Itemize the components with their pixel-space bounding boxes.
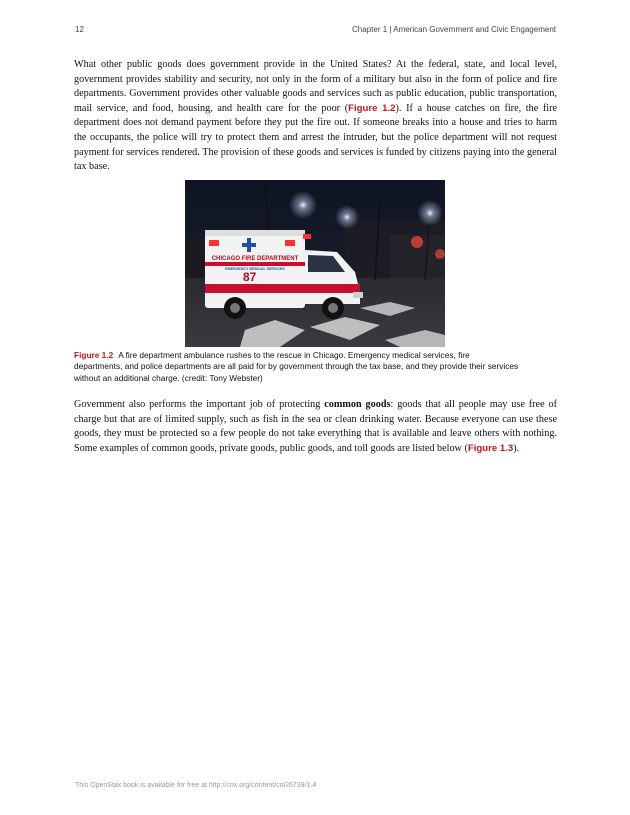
page-number: 12 xyxy=(75,25,84,34)
ambulance-photo xyxy=(185,180,445,347)
figure-caption xyxy=(74,350,519,384)
body-paragraph-2 xyxy=(74,398,557,456)
figure-label: Figure 1.2 xyxy=(74,350,114,360)
caption-text: A fire department ambulance rushes to the rescue in Chicago. Emergency medical services, fire departments, and police departments are all paid for by government through the tax base, and they provide their services without an additional charge. (credit: Tony Webster) xyxy=(74,350,519,383)
figure-photo xyxy=(185,180,445,347)
key-term: common goods xyxy=(324,399,391,410)
vehicle-number: 87 xyxy=(243,270,257,284)
paragraph-text: Government also performs the important job of protecting xyxy=(74,399,325,410)
body-paragraph-1 xyxy=(74,58,557,175)
figure-1-2-link[interactable]: Figure 1.2 xyxy=(348,102,396,114)
footer-note: This OpenStax book is available for free at http://cnx.org/content/col26739/1.4 xyxy=(75,782,317,789)
paragraph-text: What other public goods does government provide in the United States? At the federal, state, and local level, government provides stability and security, not only in the form of a military but also in the form of police and fire departments. Government provides other valuable goods and services such as public education, public transportation, mail service, and food, housing, and health care for the poor ( xyxy=(74,59,557,114)
figure-1-3-link[interactable]: Figure 1.3 xyxy=(467,442,514,454)
vehicle-text: EMERGENCY MEDICAL SERVICES xyxy=(225,267,285,271)
vehicle-text: CHICAGO FIRE DEPARTMENT xyxy=(211,256,299,262)
paragraph-text: : goods that all people may use free of charge but that are of limited supply, such as fish in the sea or clean drinking water. Because everyone can use these goods, they must be protected so a few people do not take everything that is available and leave others with nothing. Some examples of common goods, private goods, public goods, and toll goods are listed below ( xyxy=(74,399,557,454)
running-head: Chapter 1 | American Government and Civic Engagement xyxy=(352,25,556,34)
paragraph-text: ). xyxy=(513,442,520,454)
paragraph-text: ). If a house catches on fire, the fire department does not demand payment before they put the fire out. If someone breaks into a house and tries to harm the occupants, the police will try to protect them and arrest the intruder, but the police department will not request payment for services rendered. The provision of these goods and services is funded by citizens paying into the general tax base. xyxy=(74,102,557,173)
